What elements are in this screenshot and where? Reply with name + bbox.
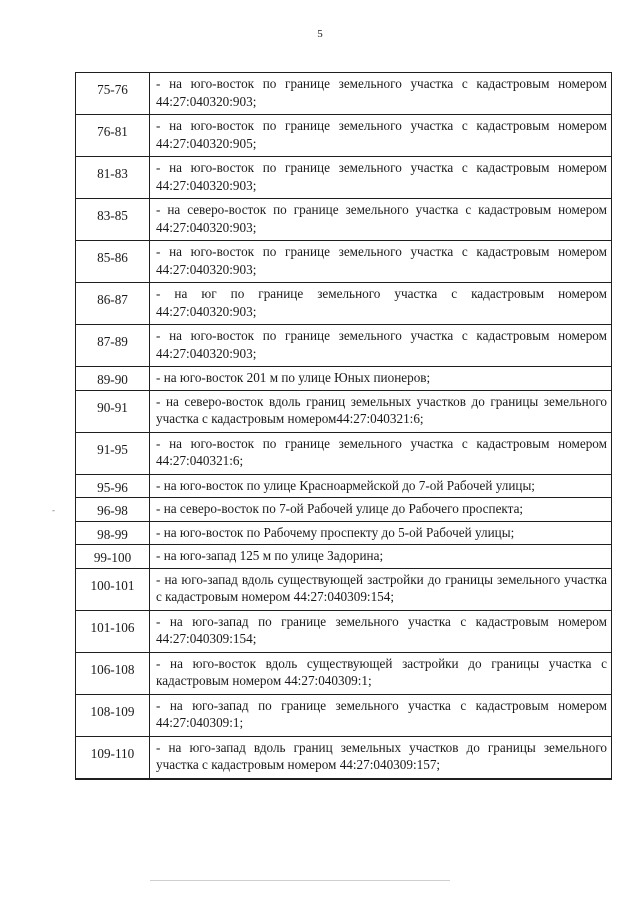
table-row	[76, 736, 612, 779]
table-row	[76, 157, 612, 199]
segment-cell: 90-91	[76, 390, 150, 432]
segment-cell: 81-83	[76, 157, 150, 199]
table-row	[76, 367, 612, 391]
table-row	[76, 474, 612, 498]
table-row	[76, 432, 612, 474]
table-row	[76, 545, 612, 569]
segment-cell: 85-86	[76, 241, 150, 283]
segment-cell: 100-101	[76, 568, 150, 610]
segment-cell: 87-89	[76, 325, 150, 367]
boundary-description-table	[75, 72, 612, 780]
description-cell: - на юго-восток по границе земельного участка с кадастровым номером 44:27:040321:6;	[150, 432, 612, 474]
description-cell: - на юго-восток по границе земельного участка с кадастровым номером 44:27:040320:903;	[150, 157, 612, 199]
segment-cell: 89-90	[76, 367, 150, 391]
table-row	[76, 694, 612, 736]
description-cell: - на юго-восток по границе земельного участка с кадастровым номером 44:27:040320:905;	[150, 115, 612, 157]
segment-cell: 75-76	[76, 73, 150, 115]
description-cell: - на юго-восток 201 м по улице Юных пионеров;	[150, 367, 612, 391]
segment-cell: 95-96	[76, 474, 150, 498]
description-cell: - на юг по границе земельного участка с кадастровым номером 44:27:040320:903;	[150, 283, 612, 325]
segment-cell: 91-95	[76, 432, 150, 474]
table-row	[76, 283, 612, 325]
table-row	[76, 199, 612, 241]
description-cell: - на юго-запад по границе земельного участка с кадастровым номером 44:27:040309:1;	[150, 694, 612, 736]
table-row	[76, 73, 612, 115]
description-cell: - на юго-запад вдоль существующей застройки до границы земельного участка с кадастровым номером 44:27:040309:154;	[150, 568, 612, 610]
segment-cell: 108-109	[76, 694, 150, 736]
description-cell: - на юго-восток по Рабочему проспекту до 5-ой Рабочей улицы;	[150, 521, 612, 545]
segment-cell: 76-81	[76, 115, 150, 157]
segment-cell: 86-87	[76, 283, 150, 325]
page-number: 5	[317, 28, 323, 40]
table-row	[76, 390, 612, 432]
description-cell: - на юго-восток по улице Красноармейской до 7-ой Рабочей улицы;	[150, 474, 612, 498]
table-row	[76, 325, 612, 367]
table-row	[76, 652, 612, 694]
table-row	[76, 610, 612, 652]
description-cell: - на юго-запад 125 м по улице Задорина;	[150, 545, 612, 569]
description-cell: - на северо-восток вдоль границ земельных участков до границы земельного участка с кадастровым номером44:27:040321:6;	[150, 390, 612, 432]
segment-cell: 96-98	[76, 498, 150, 522]
description-cell: - на юго-восток по границе земельного участка с кадастровым номером 44:27:040320:903;	[150, 241, 612, 283]
segment-cell: 106-108	[76, 652, 150, 694]
table-row	[76, 568, 612, 610]
scan-edge-divider	[150, 880, 450, 881]
table-row	[76, 498, 612, 522]
description-cell: - на юго-восток по границе земельного участка с кадастровым номером 44:27:040320:903;	[150, 325, 612, 367]
table-row	[76, 115, 612, 157]
segment-cell: 99-100	[76, 545, 150, 569]
description-cell: - на юго-запад по границе земельного участка с кадастровым номером 44:27:040309:154;	[150, 610, 612, 652]
segment-cell: 98-99	[76, 521, 150, 545]
segment-cell: 109-110	[76, 736, 150, 779]
description-cell: - на юго-восток вдоль существующей застройки до границы участка с кадастровым номером 44:27:040309:1;	[150, 652, 612, 694]
description-cell: - на юго-запад вдоль границ земельных участков до границы земельного участка с кадастровым номером 44:27:040309:157;	[150, 736, 612, 779]
description-cell: - на северо-восток по границе земельного участка с кадастровым номером 44:27:040320:903;	[150, 199, 612, 241]
table-row	[76, 241, 612, 283]
segment-cell: 101-106	[76, 610, 150, 652]
table-row	[76, 521, 612, 545]
description-cell: - на юго-восток по границе земельного участка с кадастровым номером 44:27:040320:903;	[150, 73, 612, 115]
margin-mark: -	[52, 505, 55, 515]
description-cell: - на северо-восток по 7-ой Рабочей улице до Рабочего проспекта;	[150, 498, 612, 522]
segment-cell: 83-85	[76, 199, 150, 241]
